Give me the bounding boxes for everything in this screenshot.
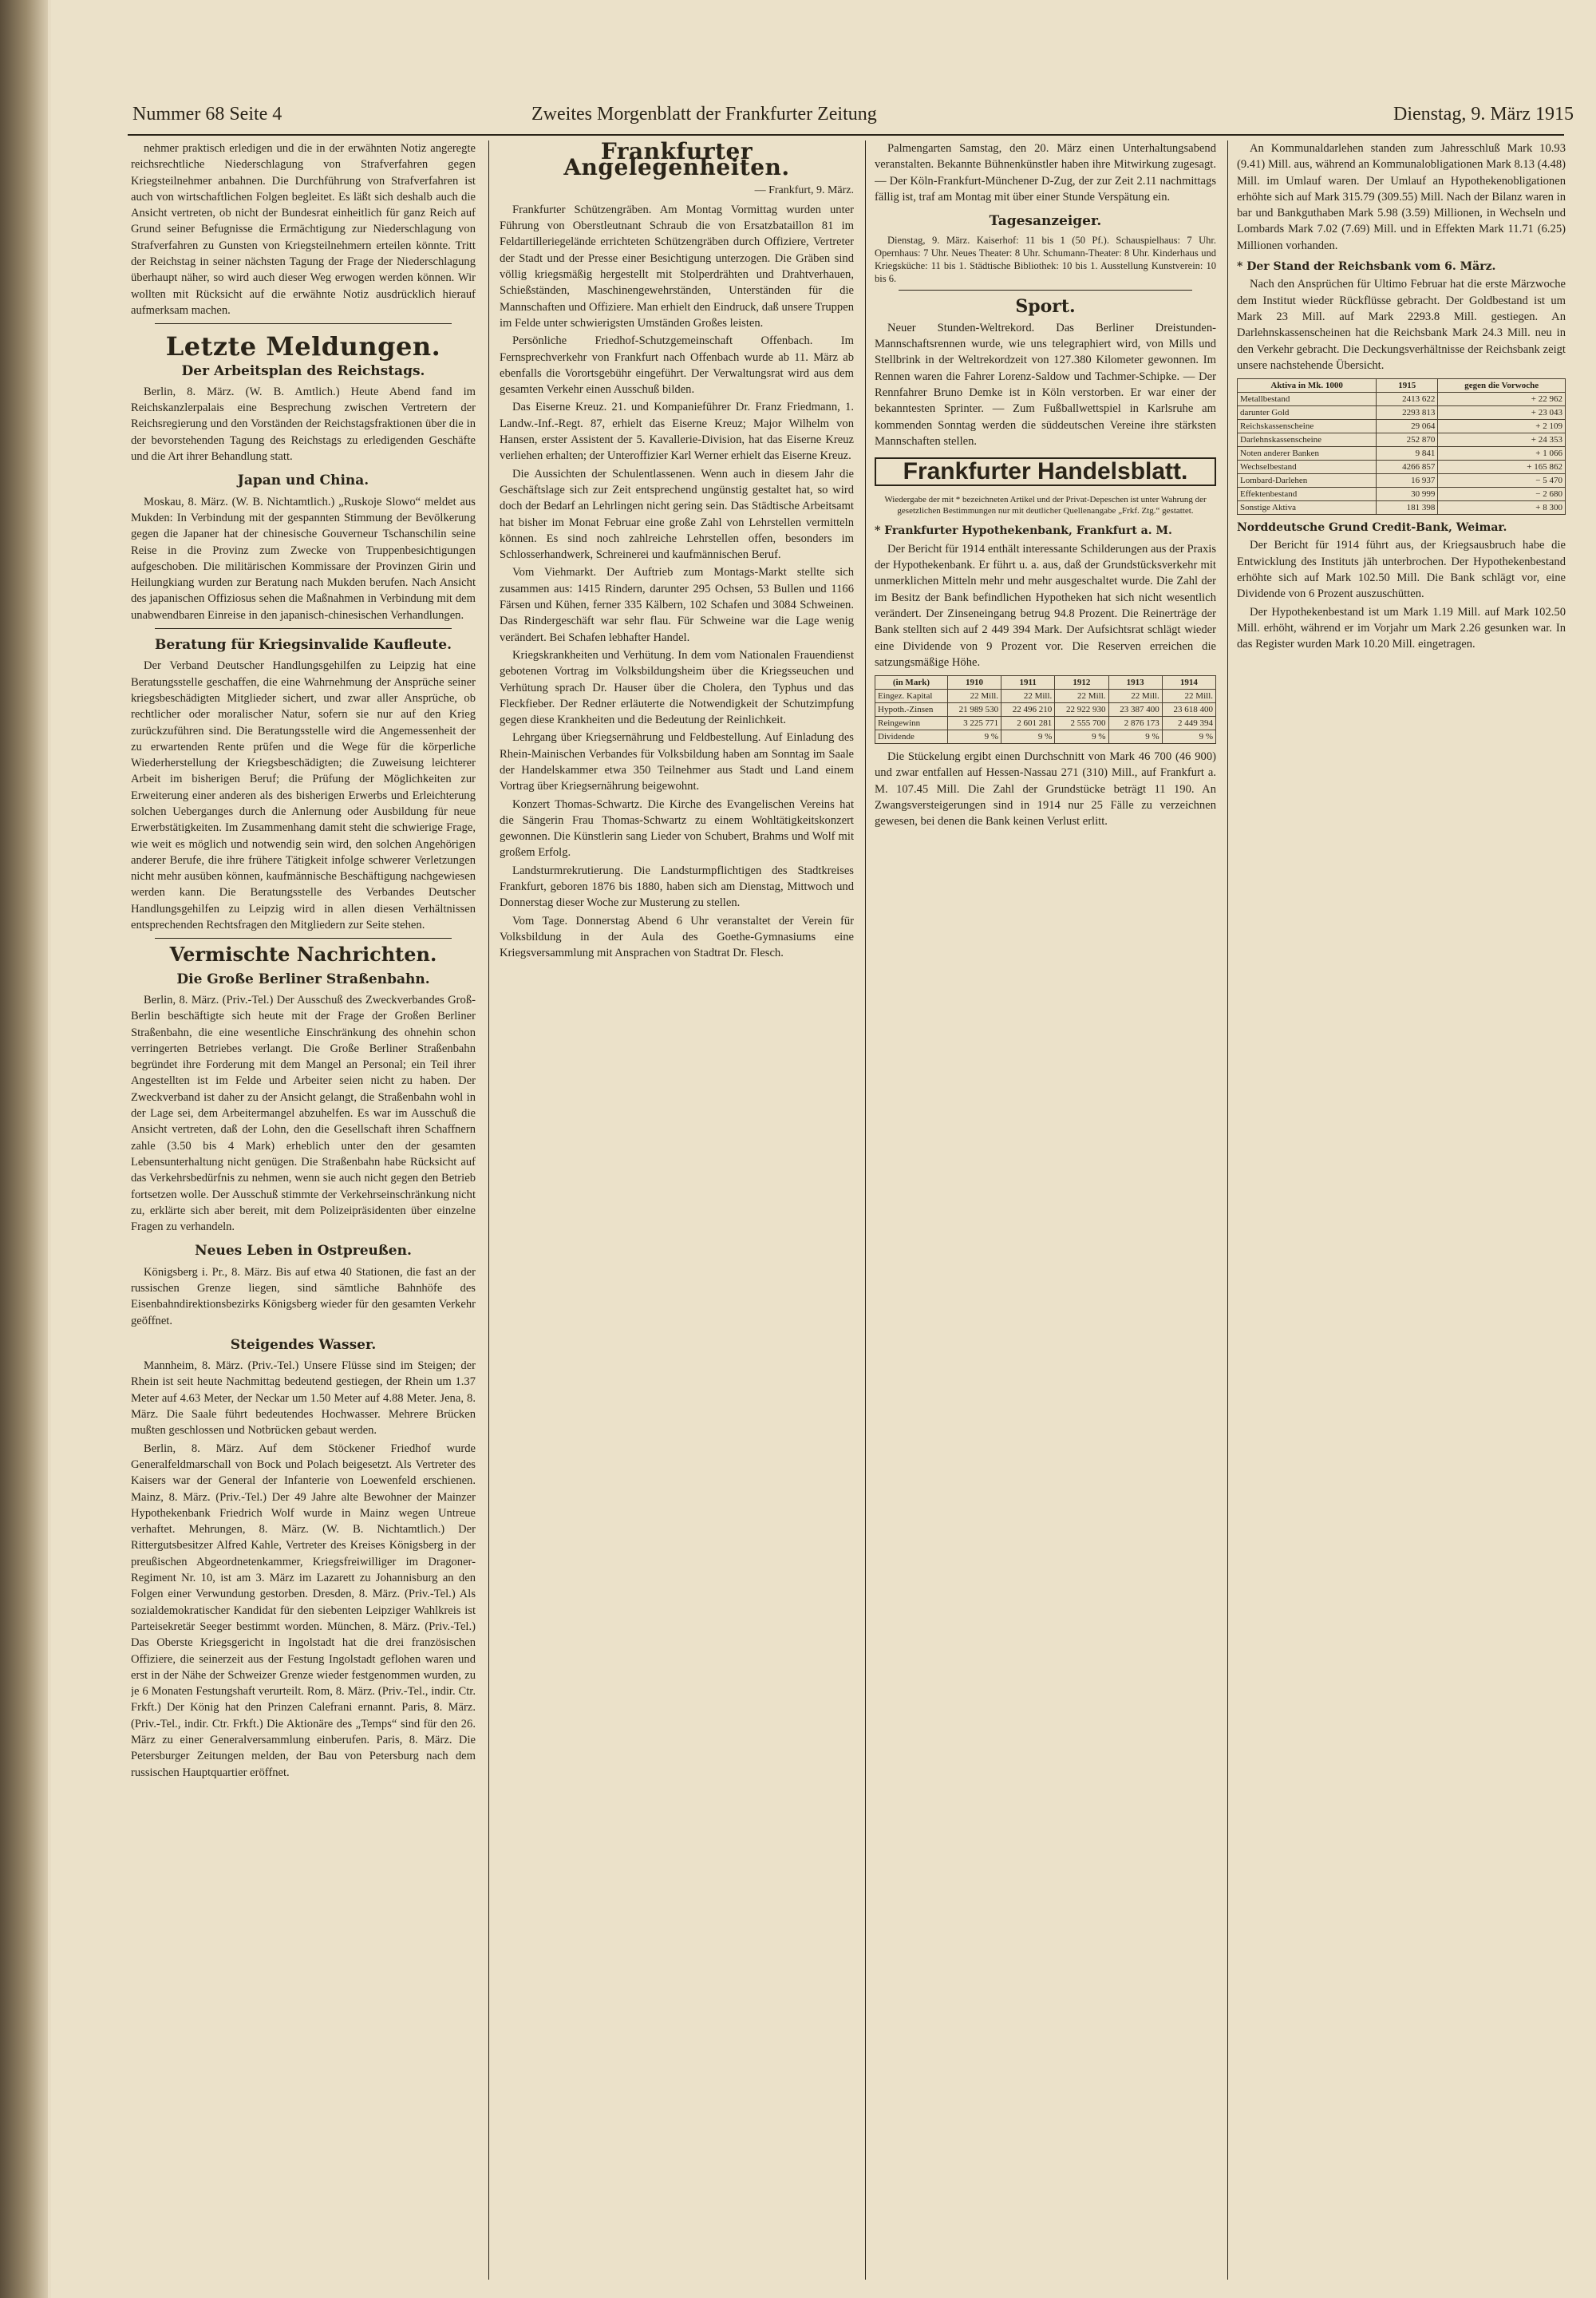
divider (155, 628, 452, 629)
table-header-cell: Aktiva in Mk. 1000 (1238, 379, 1377, 393)
table-cell: 181 398 (1377, 501, 1438, 515)
table-row (875, 703, 1216, 717)
table-cell: 16 937 (1377, 474, 1438, 488)
column-2 (500, 140, 854, 2288)
table-cell: 22 Mill. (1055, 690, 1108, 703)
table-cell: 2 555 700 (1055, 717, 1108, 730)
table-cell: 29 064 (1377, 420, 1438, 433)
table-header-row (875, 676, 1216, 690)
bank-figures-table (875, 675, 1216, 744)
table-cell: Wechselbestand (1238, 461, 1377, 474)
table-cell: 9 % (1001, 730, 1055, 744)
article-text: Moskau, 8. März. (W. B. Nichtamtlich.) „Ruskoje Slowo“ meldet aus Mukden: In Verbindung mit der gespannten Stimmung der Bevölkerung gegen die Japaner hat der chinesische Gouverneur Tschanschilin seine Reise in die Provinz zum Zwecke von Truppenbesichtigungen aufgeschoben. Die militärischen Kommissare der Provinzen Girin und Heilungkiang wurden zur Beratung nach Mukden berufen. Nach Ansicht des japanischen Offiziosus sehen die Maßnahmen in Verbindung mit dem unabwendbaren Einreise in den japanisch-chinesischen Verhandlungen. (131, 495, 476, 622)
table-cell: 22 Mill. (1162, 690, 1215, 703)
table-cell: + 1 066 (1438, 447, 1566, 461)
table-cell: + 165 862 (1438, 461, 1566, 474)
article-text: Berlin, 8. März. (W. B. Amtlich.) Heute Abend fand im Reichskanzlerpalais eine Besprechung zwischen Vertretern der Reichsregierung und den Vorständen der Reichstagsfraktionen über die in der bevorstehenden Tagung des Reichstags zu erledigenden Geschäfte und die Art ihrer Behandlung statt. (131, 385, 476, 464)
header-date: Dienstag, 9. März 1915 (1393, 104, 1574, 125)
article-headline: Der Arbeitsplan des Reichstags. (181, 362, 425, 379)
header-newspaper-title: Zweites Morgenblatt der Frankfurter Zeitung (531, 104, 877, 125)
table-row (875, 717, 1216, 730)
table-cell: Effektenbestand (1238, 488, 1377, 501)
table-header-cell: 1913 (1108, 676, 1162, 690)
table-cell: Eingez. Kapital (875, 690, 948, 703)
table-cell: 22 922 930 (1055, 703, 1108, 717)
divider (155, 323, 452, 324)
article-text: Berlin, 8. März. Auf dem Stöckener Friedhof wurde Generalfeldmarschall von Bock und Polach beigesetzt. Als Vertreter des Kaisers war der General der Infanterie von Loewenfeld erschienen. Mainz, 8. März. (Priv.-Tel.) Der 49 Jahre alte Bewohner der Mainzer Hypothekenbank Friedrich Wolf wurde in Mainz wegen Untreue verhaftet. Mehrungen, 8. März. (W. B. Nichtamtlich.) Der Rittergutsbesitzer Alfred Kahle, Vertreter des Kreises Königsberg in der preußischen Abgeordnetenkammer, Kriegsfreiwilliger im Dragoner-Regiment Nr. 10, ist am 3. März im Lazarett zu Johannisburg an den Folgen einer Verwundung gestorben. Dresden, 8. März. (Priv.-Tel.) Als sozialdemokratischer Kandidat für den siebenten Leipziger Wahlkreis ist Parteisekretär Seeger bestimmt worden. München, 8. März. (Priv.-Tel.) Das Oberste Kriegsgericht in Ingolstadt hat die drei französischen Offiziere, die seinerzeit aus der Festung Ingolstadt geflohen waren und erst in der Nähe der Schweizer Grenze wieder festgenommen wurden, zu je 6 Monaten Festungshaft verurteilt. Rom, 8. März. (Priv.-Tel., indir. Ctr. Frkft.) Der König hat den Prinzen Calefrani ernannt. Paris, 8. März. (Priv.-Tel., indir. Ctr. Frkft.) Die Aktionäre des „Temps“ sind für den 26. März zu einer Generalversammlung einberufen. Paris, 8. März. Die Petersburger Zeitungen melden, der Bau von Petersburg nach dem russischen Hauptquartier eröffnet. (131, 1442, 476, 1779)
article-text: Königsberg i. Pr., 8. März. Bis auf etwa 40 Stationen, die fast an der russischen Grenze liegen, sind sämtliche Bahnhöfe des Eisenbahndirektionsbezirks Königsberg wieder für den gesamten Verkehr geöffnet. (131, 1265, 476, 1327)
table-cell: 9 % (1108, 730, 1162, 744)
table-cell: Dividende (875, 730, 948, 744)
table-row (1238, 488, 1566, 501)
table-row (1238, 461, 1566, 474)
article-text: Das Eiserne Kreuz. 21. und Kompanieführer Dr. Franz Friedmann, 1. Landw.-Inf.-Regt. 87, erhielt das Eiserne Kreuz; Major Wilhelm von Hansen, erster Assistent der 5. Kavallerie-Division, hat das Eiserne Kreuz verliehen erhalten; der Unteroffizier Karl Werner erhielt das Eiserne Kreuz. (500, 401, 854, 463)
article-text: Der Bericht für 1914 führt aus, der Kriegsausbruch habe die Entwicklung des Instituts jäh unterbrochen. Der Hypothekenbestand erhöhte sich auf Mark 102.50 Mill. Die Bank schlägt vor, eine Dividende von 6 Prozent auszuschütten. (1237, 539, 1566, 601)
article-text: Landsturmrekrutierung. Die Landsturmpflichtigen des Stadtkreises Frankfurt, geboren 1876 bis 1880, haben sich am Dienstag, Mittwoch und Donnerstag dieser Woche zur Musterung zu stellen. (500, 864, 854, 910)
divider (899, 290, 1192, 291)
table-header-cell: gegen die Vorwoche (1438, 379, 1566, 393)
table-cell: 22 496 210 (1001, 703, 1055, 717)
article-text: Palmengarten Samstag, den 20. März einen Unterhaltungsabend veranstalten. Bekannte Bühnenkünstler haben ihre Mitwirkung zugesagt. — Der Köln-Frankfurt-Münchener D-Zug, der zur Zeit 2.11 nachmittags fällig ist, traf am Montag mit über einer Stunde Verspätung ein. (875, 142, 1216, 204)
table-cell: 2 449 394 (1162, 717, 1215, 730)
handelsblatt-masthead: Frankfurter Handelsblatt. (875, 457, 1216, 486)
table-cell: 3 225 771 (947, 717, 1001, 730)
article-text: Der Hypothekenbestand ist um Mark 1.19 Mill. auf Mark 102.50 Mill. erhöht, während er im Vorjahr um Mark 2.26 gesunken war. In das Register wurden Mark 10.20 Mill. eingetragen. (1237, 605, 1566, 651)
column-3 (875, 140, 1216, 2288)
table-cell: Lombard-Darlehen (1238, 474, 1377, 488)
article-text: Kriegskrankheiten und Verhütung. In dem vom Nationalen Frauendienst gebotenen Vortrag im Volksbildungsheim über die Kriegsseuchen und Verhütung sprach Dr. Hauser über die Cholera, den Typhus und das Fleckfieber. Der Redner erläuterte die Notwendigkeit der Schutzimpfung gegen diese Krankheiten und die Bedeutung der Reinlichkeit. (500, 648, 854, 727)
table-cell: 23 618 400 (1162, 703, 1215, 717)
article-headline: Die Große Berliner Straßenbahn. (176, 971, 430, 987)
table-header-cell: 1910 (947, 676, 1001, 690)
article-text: Frankfurter Schützengräben. Am Montag Vormittag wurden unter Führung von Oberstleutnant Schraub die von Ersatzbataillon 81 im Feldartilleriegelände errichteten Schützengräben durch Offiziere, Vertreter der Stadt und der Presse einer Besichtigung unterzogen. Die Gräben sind völlig kriegsmäßig hergestellt mit Stolperdrähten und Drahtverhauen, Schießständen, Maschinengewehrständen, Unterständen für die Mannschaften und Offiziere. Man erhielt den Eindruck, daß unsere Truppen im Felde unter schwierigsten Umständen Großes leisten. (500, 203, 854, 330)
article-text: An Kommunaldarlehen standen zum Jahresschluß Mark 10.93 (9.41) Mill. aus, während an Kommunalobligationen Mark 8.13 (4.48) Mill. im Umlauf waren. Der Umlauf an Hypothekenobligationen erhöhte sich auf Mark 315.79 (309.55) Mill. Nach der Bilanz waren in bar und Bankguthaben Mark 5.98 (3.59) Millionen, in Wechseln und Lombards Mark 7.02 (7.69) Mill. und in Effekten Mark 11.71 (6.25) Millionen vorhanden. (1237, 142, 1566, 252)
reichsbank-table (1237, 378, 1566, 515)
article-headline: Neues Leben in Ostpreußen. (195, 1243, 412, 1260)
article-text: Nach den Ansprüchen für Ultimo Februar hat die erste Märzwoche dem Institut wieder Rückflüsse gebracht. Der Goldbestand ist um Mark 23 Mill. auf Mark 2293.8 Mill. gestiegen. An Darlehnskassenscheinen hat die Reichsbank Mark 24.3 Mill. neu in den Verkehr gebracht. Die Deckungsverhältnisse der Reichsbank zeigt unsere nachstehende Übersicht. (1237, 278, 1566, 372)
article-text: Die Stückelung ergibt einen Durchschnitt von Mark 46 700 (46 900) und zwar entfallen auf Hessen-Nassau 271 (310) Mill., auf Frankfurt a. M. 107.45 Mill. Die Zahl der Grundstücke beträgt 11 190. An Zwangsversteigerungen sind in 1914 nur 25 Fälle zu verzeichnen gewesen, bei denen die Bank keinen Verlust erlitt. (875, 750, 1216, 829)
table-cell: Metallbestand (1238, 393, 1377, 406)
table-cell: 21 989 530 (947, 703, 1001, 717)
table-cell: Reichskassenscheine (1238, 420, 1377, 433)
table-cell: 9 841 (1377, 447, 1438, 461)
table-header-cell: 1911 (1001, 676, 1055, 690)
table-cell: − 5 470 (1438, 474, 1566, 488)
table-cell: 22 Mill. (1001, 690, 1055, 703)
article-text: Persönliche Friedhof-Schutzgemeinschaft Offenbach. Im Fernsprechverkehr von Frankfurt nach Offenbach wurde ab 11. März ab ebenfalls die Vorortsgebühr eingeführt. Der Verwaltungsrat wird aus dem gesamten Verkehr einen Ausschuß bilden. (500, 334, 854, 397)
table-cell: 22 Mill. (947, 690, 1001, 703)
article-text: Konzert Thomas-Schwartz. Die Kirche des Evangelischen Vereins hat die Sängerin Frau Thomas-Schwartz zu einem Wohltätigkeitskonzert gewonnen. Die Künstlerin sang Lieder von Schubert, Brahms und Wolf mit großem Erfolg. (500, 797, 854, 860)
column-rule (488, 140, 489, 2280)
table-cell: 9 % (1162, 730, 1215, 744)
table-header-cell: 1912 (1055, 676, 1108, 690)
table-cell: + 22 962 (1438, 393, 1566, 406)
article-headline: * Frankfurter Hypothekenbank, Frankfurt a. M. (875, 524, 1172, 538)
article-text: Lehrgang über Kriegsernährung und Feldbestellung. Auf Einladung des Rhein-Mainischen Verbandes für Volksbildung haben am Sonntag im Saale der Handelskammer etwa 350 Teilnehmer aus Stadt und Land einem Vortrag über Kriegsernährung beigewohnt. (500, 731, 854, 793)
table-header-row (1238, 379, 1566, 393)
dateline: — Frankfurt, 9. März. (754, 184, 854, 196)
article-headline: Japan und China. (237, 473, 369, 489)
event-listing: Dienstag, 9. März. Kaiserhof: 11 bis 1 (50 Pf.). Schauspielhaus: 7 Uhr. Opernhaus: 7 Uhr. Neues Theater: 8 Uhr. Schumann-Theater: 8 Uhr. Kinderhaus und Kriegsküche: 11 bis 1. Städtische Bibliothek: 10 bis 1. Ausstellung Kunstverein: 10 bis 6. (875, 235, 1216, 285)
article-headline: Norddeutsche Grund Credit-Bank, Weimar. (1237, 521, 1507, 535)
table-row (1238, 433, 1566, 447)
table-row (875, 730, 1216, 744)
header-rule (128, 134, 1564, 136)
article-headline: * Der Stand der Reichsbank vom 6. März. (1237, 260, 1496, 274)
table-row (1238, 447, 1566, 461)
article-text: Vom Tage. Donnerstag Abend 6 Uhr veranstaltet der Verein für Volksbildung in der Aula des Goethe-Gymnasiums eine Kriegsversammlung mit Ansprachen von Stadtrat Dr. Flesch. (500, 914, 854, 960)
table-cell: darunter Gold (1238, 406, 1377, 420)
section-title: Frankfurter Angelegenheiten. (563, 140, 790, 181)
table-cell: Sonstige Aktiva (1238, 501, 1377, 515)
table-row (1238, 474, 1566, 488)
table-cell: + 8 300 (1438, 501, 1566, 515)
article-text: Der Bericht für 1914 enthält interessante Schilderungen aus der Praxis der Hypothekenbank. Er führt u. a. aus, daß der Grundstücksverkehr mit unmerklichen Mitteln mehr und mehr ausgeschaltet wurde. Die Zahl der im Besitz der Bank befindlichen Hypotheken hat sich nicht wesentlich verändert. Der Zinseneingang betrug 94.8 Prozent. Die Reinerträge der Bank stellten sich auf 2 449 394 Mark. Der Aufsichtsrat schlägt wieder eine Dividende von 9 Prozent vor. Die Reserven erreichen die satzungsmäßige Höhe. (875, 542, 1216, 669)
table-cell: Reingewinn (875, 717, 948, 730)
running-header (85, 104, 1577, 136)
article-text: nehmer praktisch erledigen und die in der erwähnten Notiz angeregte reichsrechtliche Niederschlagung von Strafverfahren gegen Kriegsteilnehmer anbahnen. Die Durchführung von Strafverfahren ist auch von wirtschaftlichen Folgen begleitet. Es läßt sich deshalb auch die Ansicht vertreten, ob nicht der Bundesrat einheitlich für ganz Reich auf Grund seiner Befugnisse die Ermächtigung zur Niederschlagung von Strafverfahren zu Gunsten von Kriegsteilnehmern erteilen könnte. Tritt der Reichstag in seiner nächsten Tagung der Frage der Niederschlagung überhaupt näher, so wird auch dieser Weg erwogen werden können. Wir wollten mit Rücksicht auf die erwähnte Notiz ausdrücklich hierauf aufmerksam machen. (131, 142, 476, 317)
table-cell: 9 % (1055, 730, 1108, 744)
table-cell: 22 Mill. (1108, 690, 1162, 703)
reprint-notice: Wiedergabe der mit * bezeichneten Artikel und der Privat-Depeschen ist unter Wahrung der gesetzlichen Bestimmungen nur mit deutlicher Quellenangabe „Frkf. Ztg.“ gestattet. (884, 495, 1207, 516)
article-text: Vom Viehmarkt. Der Auftrieb zum Montags-Markt stellte sich zusammen aus: 1415 Rindern, darunter 295 Ochsen, 53 Bullen und 1166 Färsen und Kühen, ferner 335 Kälbern, 102 Schafen und 3084 Schweinen. Das Rindergeschäft war sehr flau. Für Schweine war die Lage wenig verändert. Bei Schafen lebhafter Handel. (500, 566, 854, 644)
article-text: Der Verband Deutscher Handlungsgehilfen zu Leipzig hat eine Beratungsstelle geschaffen, die eine Wahrnehmung der Ansprüche seiner kriegsbeschädigten Mitglieder sichert, und zwar aller Ansprüche, ob rechtlicher oder moralischer Natur, sofern sie nur auf den Krieg zurückzuführen sind. Die Beratungsstelle wird die Angemessenheit der zu erwartenden Rente prüfen und die Wege für die körperliche Wiederherstellung der Kriegsbeschädigten; die Zuweisung leichterer Arbeit im bisherigen Beruf; die Prüfung der Möglichkeiten zur Erweiterung einer anderen als des bisherigen Erwerbs und Erleichterung solchen Ueberganges durch die Anlernung oder Ausbildung für neue Erwerbstätigkeiten. Im Zusammenhang damit steht die schwierige Frage, wie weit es möglich und notwendig sein wird, den solchen Angehörigen anderer Berufe, die ihre frühere Tätigkeit infolge schwerer Verletzungen nicht mehr ausüben können, kaufmännische Beschäftigung nachgewiesen werden kann. Die Beratungsstelle des Verbandes Deutscher Handlungsgehilfen zu Leipzig wird in allen diesen Verhältnissen entsprechenden Rechtsfragen den Mitgliedern zur Seite stehen. (131, 659, 476, 932)
article-text: Die Aussichten der Schulentlassenen. Wenn auch in diesem Jahr die Geschäftslage sich zur Zeit entsprechend ungünstig gestaltet hat, so wird doch der Bedarf an Lehrlingen nicht gering sein. Das Städtische Arbeitsamt hat bisher im Monat Februar eine große Zahl von Lehrstellen vermitteln können. Es sind noch zahlreiche Lehrstellen offen, besonders im Schlosserhandwerk, Schreinerei und kaufmännischen Beruf. (500, 467, 854, 562)
column-rule (1227, 140, 1228, 2280)
table-cell: + 23 043 (1438, 406, 1566, 420)
table-cell: 4266 857 (1377, 461, 1438, 474)
table-cell: Hypoth.-Zinsen (875, 703, 948, 717)
table-row (1238, 420, 1566, 433)
table-row (875, 690, 1216, 703)
article-headline: Beratung für Kriegsinvalide Kaufleute. (154, 637, 452, 654)
table-header-cell: 1914 (1162, 676, 1215, 690)
table-cell: 2293 813 (1377, 406, 1438, 420)
column-4 (1237, 140, 1566, 2288)
table-row (1238, 406, 1566, 420)
article-text: Neuer Stunden-Weltrekord. Das Berliner Dreistunden-Mannschaftsrennen wurde, wie uns telegraphiert wird, von Mills und Stellbrink in der Weltrekordzeit von 127.380 Kilometer gewonnen. Im Rennen waren die Fahrer Lorenz-Saldow und Tachmer-Schipke. — Der Rennfahrer Bruno Demke ist in Köln verstorben. Er war einer der bekanntesten Sprinter. — Zum Fußballwettspiel in Karlsruhe am kommenden Sonntag werden die süddeutschen Vereine ihre stärksten Mannschaften stellen. (875, 321, 1216, 448)
table-cell: 2 876 173 (1108, 717, 1162, 730)
table-cell: 2 601 281 (1001, 717, 1055, 730)
table-cell: + 2 109 (1438, 420, 1566, 433)
section-title: Vermischte Nachrichten. (169, 943, 437, 967)
article-text: Mannheim, 8. März. (Priv.-Tel.) Unsere Flüsse sind im Steigen; der Rhein ist seit heute Nachmittag bedeutend gestiegen, der Rhein um 1.37 Meter auf 4.63 Meter, der Neckar um 1.50 Meter auf 4.88 Meter. Jena, 8. März. Die Saale führt bedeutendes Hochwasser. Mehrere Brücken mußten geschlossen und Notbrücken gebaut werden. (131, 1359, 476, 1438)
table-cell: + 24 353 (1438, 433, 1566, 447)
divider (155, 938, 452, 939)
section-title: Letzte Meldungen. (165, 331, 441, 362)
section-title: Sport. (1015, 296, 1076, 318)
table-cell: − 2 680 (1438, 488, 1566, 501)
table-row (1238, 393, 1566, 406)
table-header-cell: (in Mark) (875, 676, 948, 690)
table-cell: Darlehnskassenscheine (1238, 433, 1377, 447)
table-cell: Noten anderer Banken (1238, 447, 1377, 461)
article-headline: Tagesanzeiger. (989, 213, 1102, 230)
table-row (1238, 501, 1566, 515)
article-text: Berlin, 8. März. (Priv.-Tel.) Der Ausschuß des Zweckverbandes Groß-Berlin beschäftigte sich heute mit der Frage der Großen Berliner Straßenbahn, die eine wesentliche Einschränkung des ohnehin schon verringerten Betriebes verlangt. Die Große Berliner Straßenbahn begründet ihre Forderung mit dem Mangel an Personal; ein Teil ihrer Angestellten ist im Felde und Arbeiter seien nicht zu haben. Der Zweckverband ist daher zu der Ansicht gelangt, die Straßenbahn wohl in der Lage sei, dem Arbeitermangel abzuhelfen. Es war im Ausschuß die Ansicht vertreten, daß der Lohn, den die Gesellschaft ihren Schaffnern zahle (3.50 bis 4 Mark) erheblich unter den der gesamten Lebensunterhaltung nicht genügen. Die Straßenbahn habe Rücksicht auf das Verkehrsbedürfnis zu nehmen, wenn sie auch nicht gegen den Betrieb fortsetzen wolle. Der Ausschuß stimmte der Verkehrseinschränkung nicht zu, erklärte sich aber bereit, mit dem Polizeipräsidenten über einzelne Fragen zu verhandeln. (131, 993, 476, 1234)
header-page-number: Nummer 68 Seite 4 (132, 104, 282, 125)
table-header-cell: 1915 (1377, 379, 1438, 393)
table-cell: 2413 622 (1377, 393, 1438, 406)
table-cell: 9 % (947, 730, 1001, 744)
table-cell: 30 999 (1377, 488, 1438, 501)
table-cell: 252 870 (1377, 433, 1438, 447)
table-cell: 23 387 400 (1108, 703, 1162, 717)
column-rule (865, 140, 866, 2280)
book-binding (0, 0, 48, 2298)
column-1 (131, 140, 476, 2288)
article-headline: Steigendes Wasser. (230, 1336, 377, 1353)
